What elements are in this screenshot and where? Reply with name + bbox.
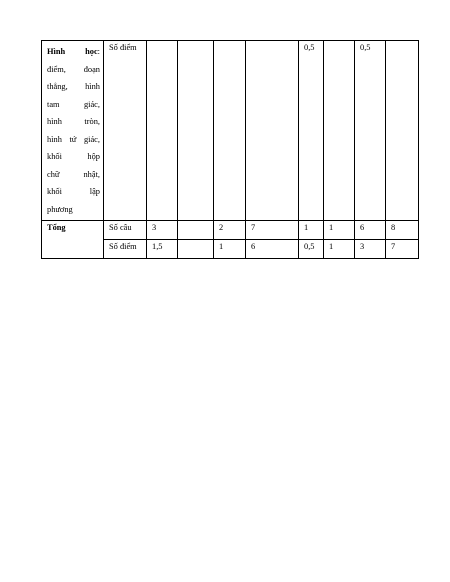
table-cell: 7	[386, 240, 419, 259]
table-row-total-so-cau	[42, 221, 419, 240]
table-cell	[324, 41, 355, 221]
table-cell	[246, 41, 299, 221]
topic-colon: :	[97, 47, 100, 56]
topic-bold-word: học	[85, 47, 98, 56]
table-cell: 7	[246, 221, 299, 240]
table-cell: 6	[246, 240, 299, 259]
table-cell: 6	[355, 221, 386, 240]
total-label-cell: Tổng	[42, 221, 104, 259]
table-cell: 2	[214, 221, 246, 240]
table-cell	[147, 41, 178, 221]
row-label-so-cau: Số câu	[104, 221, 147, 240]
table-cell: 1	[299, 221, 324, 240]
table-cell	[386, 41, 419, 221]
topic-line: phương	[47, 204, 73, 214]
table-row-geometry	[42, 41, 419, 221]
topic-bold-word: Hình	[47, 47, 66, 56]
topic-line: thẳng, hình	[47, 82, 100, 91]
topic-line: hình tròn,	[47, 117, 100, 126]
table-cell: 1	[214, 240, 246, 259]
score-matrix-table	[41, 40, 419, 259]
table-cell: 8	[386, 221, 419, 240]
table-cell: 3	[147, 221, 178, 240]
topic-line: khối hộp	[47, 152, 100, 161]
topic-line: điểm, đoạn	[47, 64, 100, 74]
topic-line: khối lập	[47, 187, 100, 196]
table-cell: 1	[324, 221, 355, 240]
row-label-so-diem: Số điểm	[104, 240, 147, 259]
table-cell	[214, 41, 246, 221]
row-label-so-diem: Số điểm	[104, 41, 147, 221]
table-cell	[178, 41, 214, 221]
table-cell: 0,5	[299, 240, 324, 259]
topic-line	[47, 43, 100, 61]
topic-line: chữ nhật,	[47, 169, 100, 179]
table-cell: 1,5	[147, 240, 178, 259]
table-cell	[178, 240, 214, 259]
topic-line: tam giác,	[47, 99, 100, 109]
table-cell: 0,5	[299, 41, 324, 221]
table-cell: 3	[355, 240, 386, 259]
topic-line: hình tứ giác,	[47, 134, 100, 144]
geometry-topic-cell	[42, 41, 104, 221]
table-cell: 1	[324, 240, 355, 259]
table-cell: 0,5	[355, 41, 386, 221]
table-cell	[178, 221, 214, 240]
